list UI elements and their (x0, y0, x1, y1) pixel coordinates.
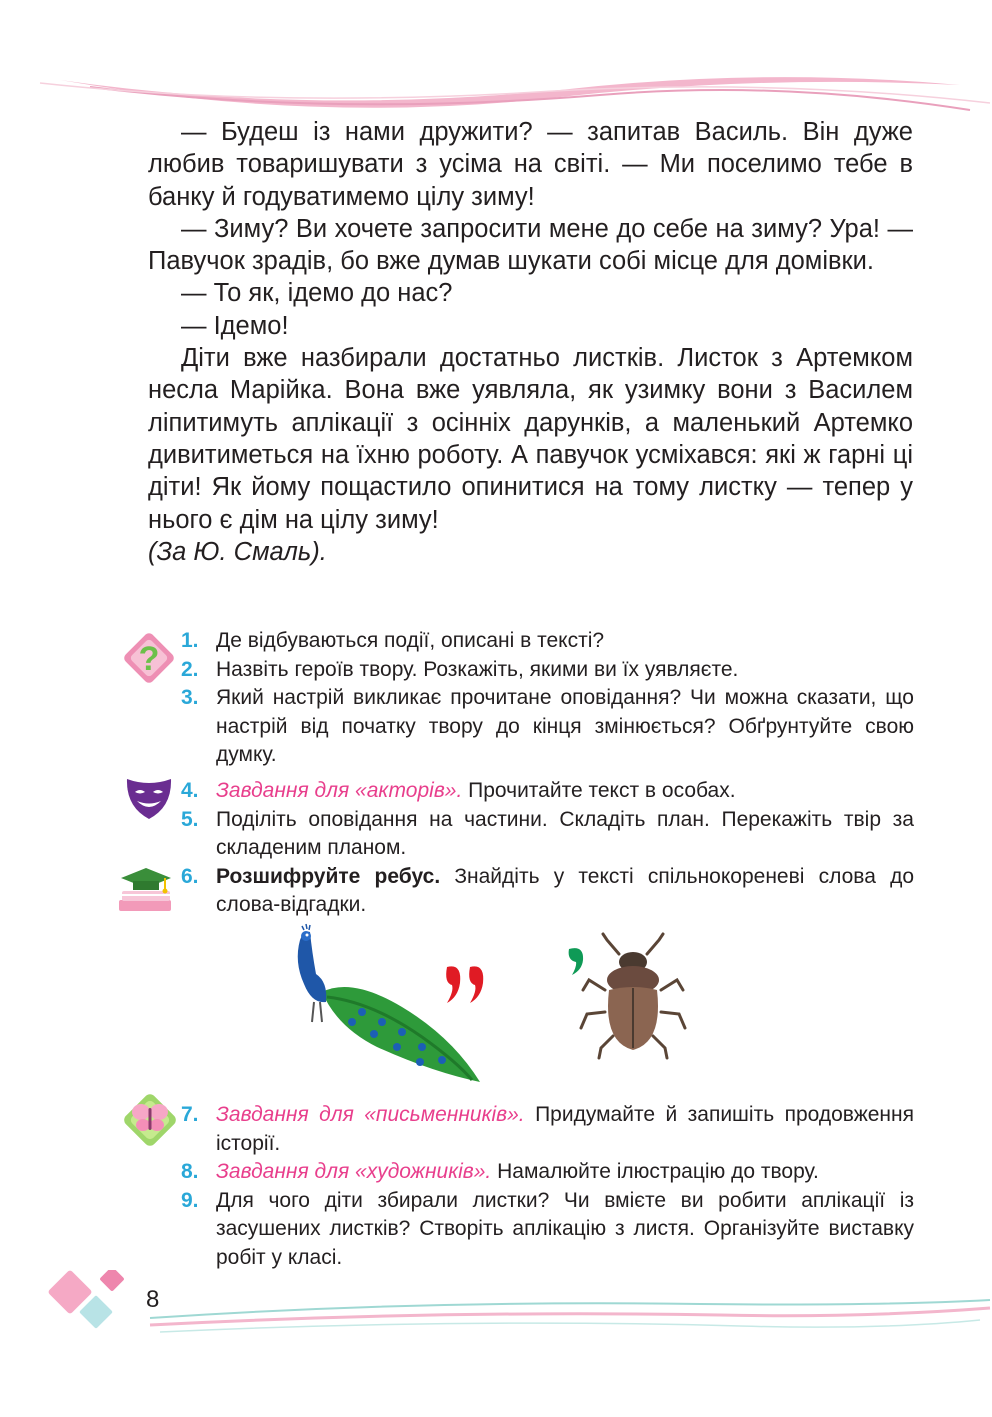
task-number: 6. (181, 864, 199, 888)
task-label: Завдання для «письменників». (216, 1103, 525, 1126)
task-item (181, 777, 914, 806)
theater-mask-icon (124, 775, 174, 821)
question-icon (118, 627, 180, 689)
task-number: 4. (181, 779, 199, 802)
task-body: Прочитайте текст в особах. (462, 779, 736, 802)
story-paragraph: — Будеш із нами дружити? — запитав Василь. Він дуже любив товаришувати з усіма на світі. — Ми поселимо тебе в банку й годуватимемо цілу зиму! (148, 118, 913, 211)
task-text: Поділіть оповідання на частини. Складіть план. Перекажіть твір за складеним планом. (216, 807, 914, 859)
story-paragraph: — Ідемо! (181, 311, 289, 340)
task-item (181, 1158, 914, 1187)
task-text (216, 1158, 914, 1187)
bottom-decoration (0, 1270, 992, 1360)
task-label: Завдання для «художників». (216, 1160, 492, 1183)
task-text (216, 863, 914, 920)
story-paragraph: — Зиму? Ви хочете запросити мене до себе на зиму? Ура! — Павучок зрадів, бо вже думав шукати собі місце для домівки. (148, 214, 913, 276)
double-comma-mark (442, 963, 492, 1005)
task-group-actors (181, 777, 914, 920)
story-source: (За Ю. Смаль). (148, 537, 327, 566)
task-number: 9. (181, 1188, 199, 1212)
story-paragraph: — То як, ідемо до нас? (181, 279, 453, 308)
task-item (181, 863, 914, 920)
task-body: Придумайте й запишіть продовження історії. (216, 1103, 914, 1155)
task-item (181, 806, 914, 863)
task-item (181, 1187, 914, 1273)
task-text: Де відбуваються події, описані в тексті? (216, 629, 605, 652)
page-number: 8 (146, 1286, 160, 1313)
task-text: Назвіть героїв твору. Розкажіть, якими ви їх уявляєте. (216, 657, 739, 681)
task-body: Намалюйте ілюстрацію до твору. (491, 1160, 819, 1183)
story-text (148, 116, 913, 568)
task-number: 1. (181, 629, 199, 652)
task-group-writers (181, 1101, 914, 1272)
task-body: Знайдіть у тексті спільнокореневі слова до слова-відгадки. (216, 864, 914, 916)
task-text (216, 1101, 914, 1158)
task-text: Який настрій викликає прочитане оповідання? Чи можна сказати, що настрій від початку твору до кінця змінюється? Обґрунтуйте свою думку. (216, 686, 914, 766)
task-item (181, 684, 914, 770)
task-item (181, 627, 914, 656)
peacock-image (282, 922, 482, 1090)
task-number: 2. (181, 657, 199, 681)
task-item (181, 1101, 914, 1158)
butterfly-icon (120, 1090, 180, 1150)
task-number: 7. (181, 1103, 199, 1126)
story-paragraph: Діти вже назбирали достатньо листків. Листок з Артемком несла Марійка. Вона вже уявляла, як узимку вони з Василем ліпитимуть аплікації з осінніх дарунків, а маленький Артемко дивитиметься на їхню роботу. А павучок усміхався: які ж гарні ці діти! Як йому пощастило опинитися на тому листку — тепер у нього є дім на цілу зиму! (148, 344, 913, 534)
task-text (216, 777, 914, 806)
task-number: 8. (181, 1160, 199, 1183)
svg-text:?: ? (138, 640, 160, 678)
beetle-image (577, 932, 689, 1060)
task-label: Завдання для «акторів». (216, 779, 463, 802)
books-cap-icon (113, 864, 179, 916)
task-text: Для чого діти збирали листки? Чи вмієте ви робити аплікації із засушених листків? Створіть аплікацію з листя. Організуйте виставку робіт у класі. (216, 1188, 914, 1269)
task-label: Розшифруйте ребус. (216, 864, 441, 888)
task-number: 3. (181, 686, 199, 709)
task-item (181, 656, 914, 685)
task-group-questions (181, 627, 914, 770)
task-number: 5. (181, 807, 199, 831)
